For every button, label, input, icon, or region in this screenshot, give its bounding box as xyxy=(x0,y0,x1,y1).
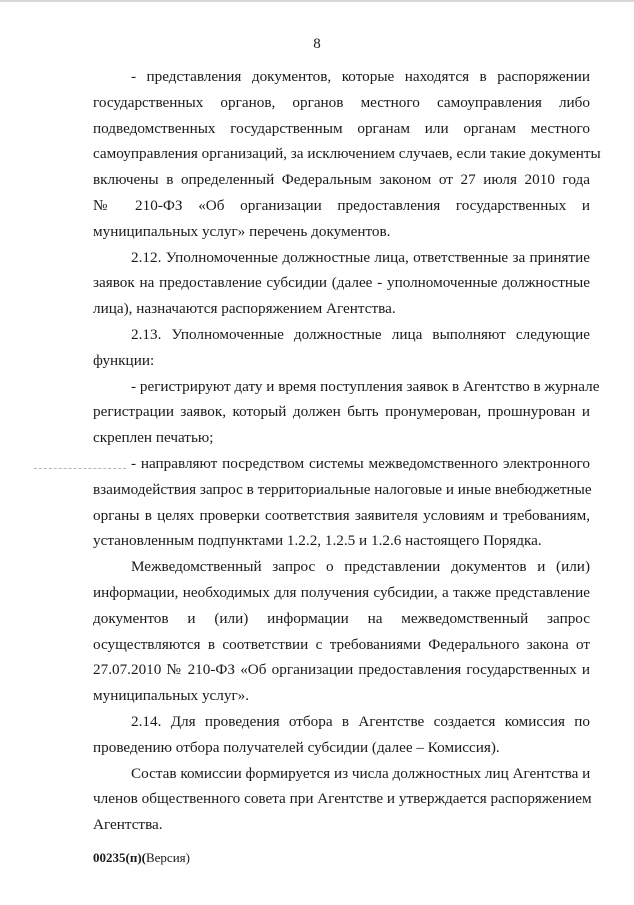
text-line: органы в целях проверки соответствия заявителя условиям и требованиям, xyxy=(93,506,590,524)
text-line: самоуправления организаций, за исключением случаев, если такие документы xyxy=(93,145,601,163)
text-line: установленным подпунктами 1.2.2, 1.2.5 и 1.2.6 настоящего Порядка. xyxy=(93,532,542,550)
text-line: подведомственных государственным органам или органам местного xyxy=(93,119,590,137)
text-line: 27.07.2010 № 210-ФЗ «Об организации предоставления государственных и xyxy=(93,661,590,679)
text-line: документов и (или) информации на межведомственный запрос xyxy=(93,609,590,627)
text-line: лица), назначаются распоряжением Агентства. xyxy=(93,300,396,318)
text-line: проведению отбора получателей субсидии (далее – Комиссия). xyxy=(93,738,500,756)
footer-code: 00235(п)( xyxy=(93,850,146,865)
text-line: осуществляются в соответствии с требованиями Федерального закона от xyxy=(93,635,590,653)
text-line: государственных органов, органов местного самоуправления либо xyxy=(93,93,590,111)
text-line: муниципальных услуг» перечень документов. xyxy=(93,222,391,240)
text-line: 2.14. Для проведения отбора в Агентстве создается комиссия по xyxy=(131,712,590,730)
text-line: регистрации заявок, который должен быть пронумерован, прошнурован и xyxy=(93,403,590,421)
text-line: - регистрируют дату и время поступления заявок в Агентство в журнале xyxy=(131,377,600,395)
page-number: 8 xyxy=(313,36,321,52)
text-line: информации, необходимых для получения субсидии, а также представление xyxy=(93,583,590,601)
scan-edge xyxy=(0,0,634,2)
text-line: № 210-ФЗ «Об организации предоставления государственных и xyxy=(93,196,590,214)
document-footer xyxy=(93,850,190,866)
text-line: муниципальных услуг». xyxy=(93,687,250,705)
text-line: 2.13. Уполномоченные должностные лица выполняют следующие xyxy=(131,325,590,343)
text-line: - направляют посредством системы межведомственного электронного xyxy=(131,454,590,472)
text-line: Состав комиссии формируется из числа должностных лиц Агентства и xyxy=(131,764,591,782)
text-line: заявок на предоставление субсидии (далее - уполномоченные должностные xyxy=(93,274,590,292)
footer-version: Версия) xyxy=(145,850,190,865)
text-line: включены в определенный Федеральным законом от 27 июля 2010 года xyxy=(93,171,590,189)
text-line: членов общественного совета при Агентстве и утверждается распоряжением xyxy=(93,790,592,808)
text-line: функции: xyxy=(93,351,155,369)
text-line: Межведомственный запрос о представлении документов и (или) xyxy=(131,558,590,576)
text-line: скреплен печатью; xyxy=(93,429,214,447)
text-line: Агентства. xyxy=(93,816,163,834)
document-body xyxy=(93,64,601,838)
text-line: 2.12. Уполномоченные должностные лица, ответственные за принятие xyxy=(131,248,590,266)
text-line: взаимодействия запрос в территориальные налоговые и иные внебюджетные xyxy=(93,480,592,498)
text-line: - представления документов, которые находятся в распоряжении xyxy=(131,68,590,85)
